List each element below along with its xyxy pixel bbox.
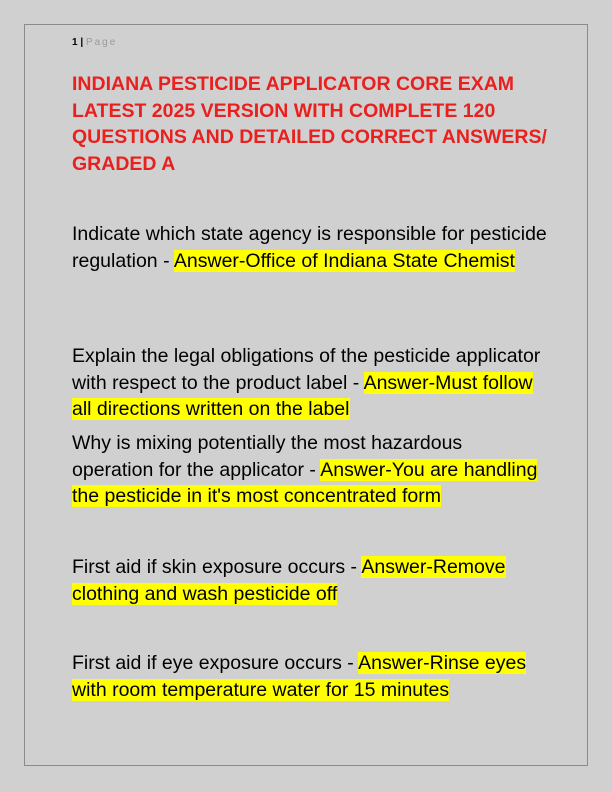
question-text: Explain the legal obligations of the pesticide applicator with respect to the product label - — [72, 345, 541, 394]
qa-item-5 — [72, 650, 548, 703]
answer-text: Answer-Remove clothing and wash pesticide off — [72, 556, 506, 605]
page-word: Page — [85, 37, 118, 48]
page-separator: | — [80, 37, 84, 48]
answer-text: Answer-Must follow all directions written on the label — [72, 371, 533, 420]
answer-text: Answer-You are handling the pesticide in it's most concentrated form — [72, 458, 538, 507]
question-text: Indicate which state agency is responsible for pesticide regulation - — [72, 223, 547, 272]
question-text: Why is mixing potentially the most hazardous operation for the applicator - — [72, 432, 463, 481]
page-number: 1 — [72, 37, 78, 48]
qa-item-1 — [72, 221, 548, 274]
qa-item-2 — [72, 343, 548, 423]
qa-item-3 — [72, 430, 548, 510]
question-text: First aid if eye exposure occurs - — [72, 652, 359, 674]
answer-text: Answer-Rinse eyes with room temperature water for 15 minutes — [72, 652, 527, 701]
document-title: INDIANA PESTICIDE APPLICATOR CORE EXAM LATEST 2025 VERSION WITH COMPLETE 120 QUESTIONS AND DETAILED CORRECT ANSWERS/ GRADED A — [72, 73, 547, 175]
answer-text: Answer-Office of Indiana State Chemist — [173, 249, 515, 272]
question-text: First aid if skin exposure occurs - — [72, 556, 362, 578]
page-header — [72, 37, 117, 49]
qa-item-4 — [72, 554, 548, 607]
